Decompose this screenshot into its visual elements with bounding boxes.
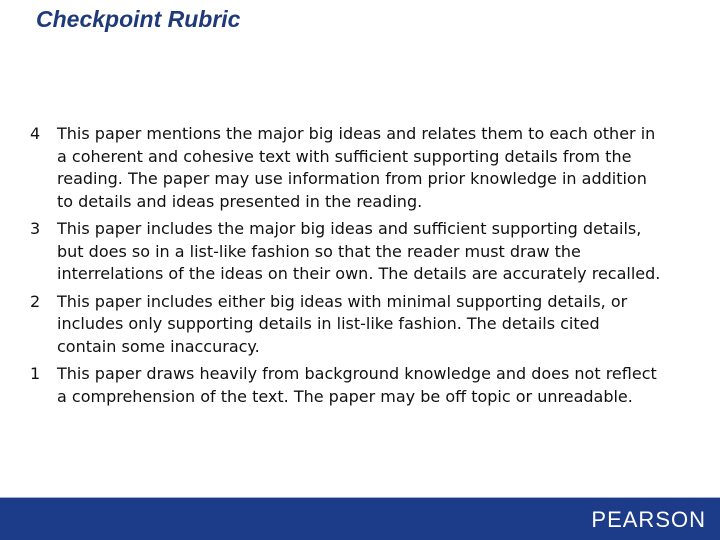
rubric-list bbox=[30, 123, 690, 408]
rubric-description: This paper draws heavily from background knowledge and does not reflect a comprehension of the text. The paper may be off topic or unreadable. bbox=[57, 364, 657, 406]
rubric-description: This paper includes the major big ideas and sufficient supporting details, but does so in a list-like fashion so that the reader must draw the interrelations of the ideas on their own. The details are accurately recalled. bbox=[57, 219, 661, 283]
rubric-score: 4 bbox=[30, 124, 41, 143]
rubric-description: This paper includes either big ideas with minimal supporting details, or includes only supporting details in list-like fashion. The details cited contain some inaccuracy. bbox=[57, 291, 628, 356]
rubric-score: 1 bbox=[30, 364, 41, 383]
rubric-description: This paper mentions the major big ideas and relates them to each other in a coherent and cohesive text with sufficient supporting details from the reading. The paper may use information from prior knowledge in addition to details and ideas presented in the reading. bbox=[57, 124, 656, 211]
rubric-item-1 bbox=[30, 363, 690, 408]
page-title: Checkpoint Rubric bbox=[36, 6, 241, 32]
rubric-item-3 bbox=[30, 218, 690, 286]
rubric-item-2 bbox=[30, 291, 690, 359]
rubric-score: 3 bbox=[30, 219, 41, 238]
rubric-score: 2 bbox=[30, 291, 41, 311]
rubric-item-4 bbox=[30, 123, 690, 213]
brand-logo: PEARSON bbox=[591, 507, 706, 532]
